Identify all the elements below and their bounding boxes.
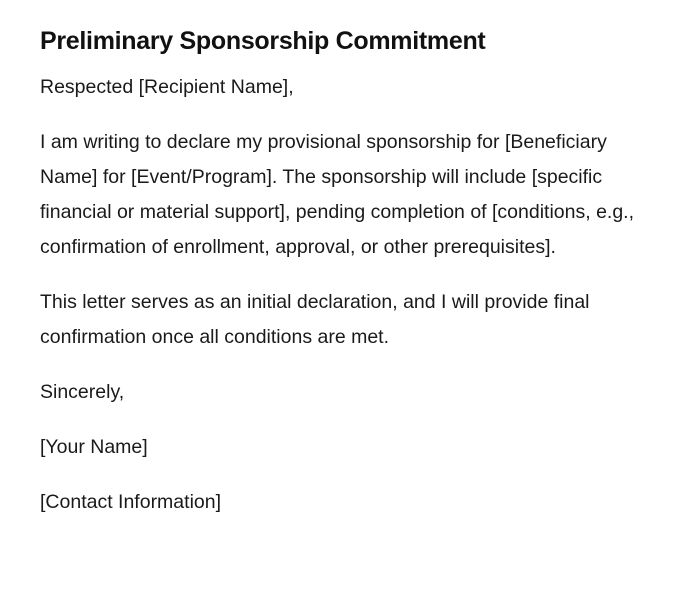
salutation: Respected [Recipient Name], <box>40 76 294 98</box>
signature-name: [Your Name] <box>40 436 148 458</box>
contact-info: [Contact Information] <box>40 491 222 513</box>
closing: Sincerely, <box>40 381 125 403</box>
letter <box>40 24 660 540</box>
document-title: Preliminary Sponsorship Commitment <box>40 27 486 55</box>
body-paragraph-1: I am writing to declare my provisional sponsorship for [Beneficiary Name] for [Event/Program]. The sponsorship will include [specific financial or material support], pending completion of [conditions, e.g., confirmation of enrollment, approval, or other prerequisites]. <box>40 131 635 258</box>
body-paragraph-2: This letter serves as an initial declaration, and I will provide final confirmation once all conditions are met. <box>40 291 590 348</box>
